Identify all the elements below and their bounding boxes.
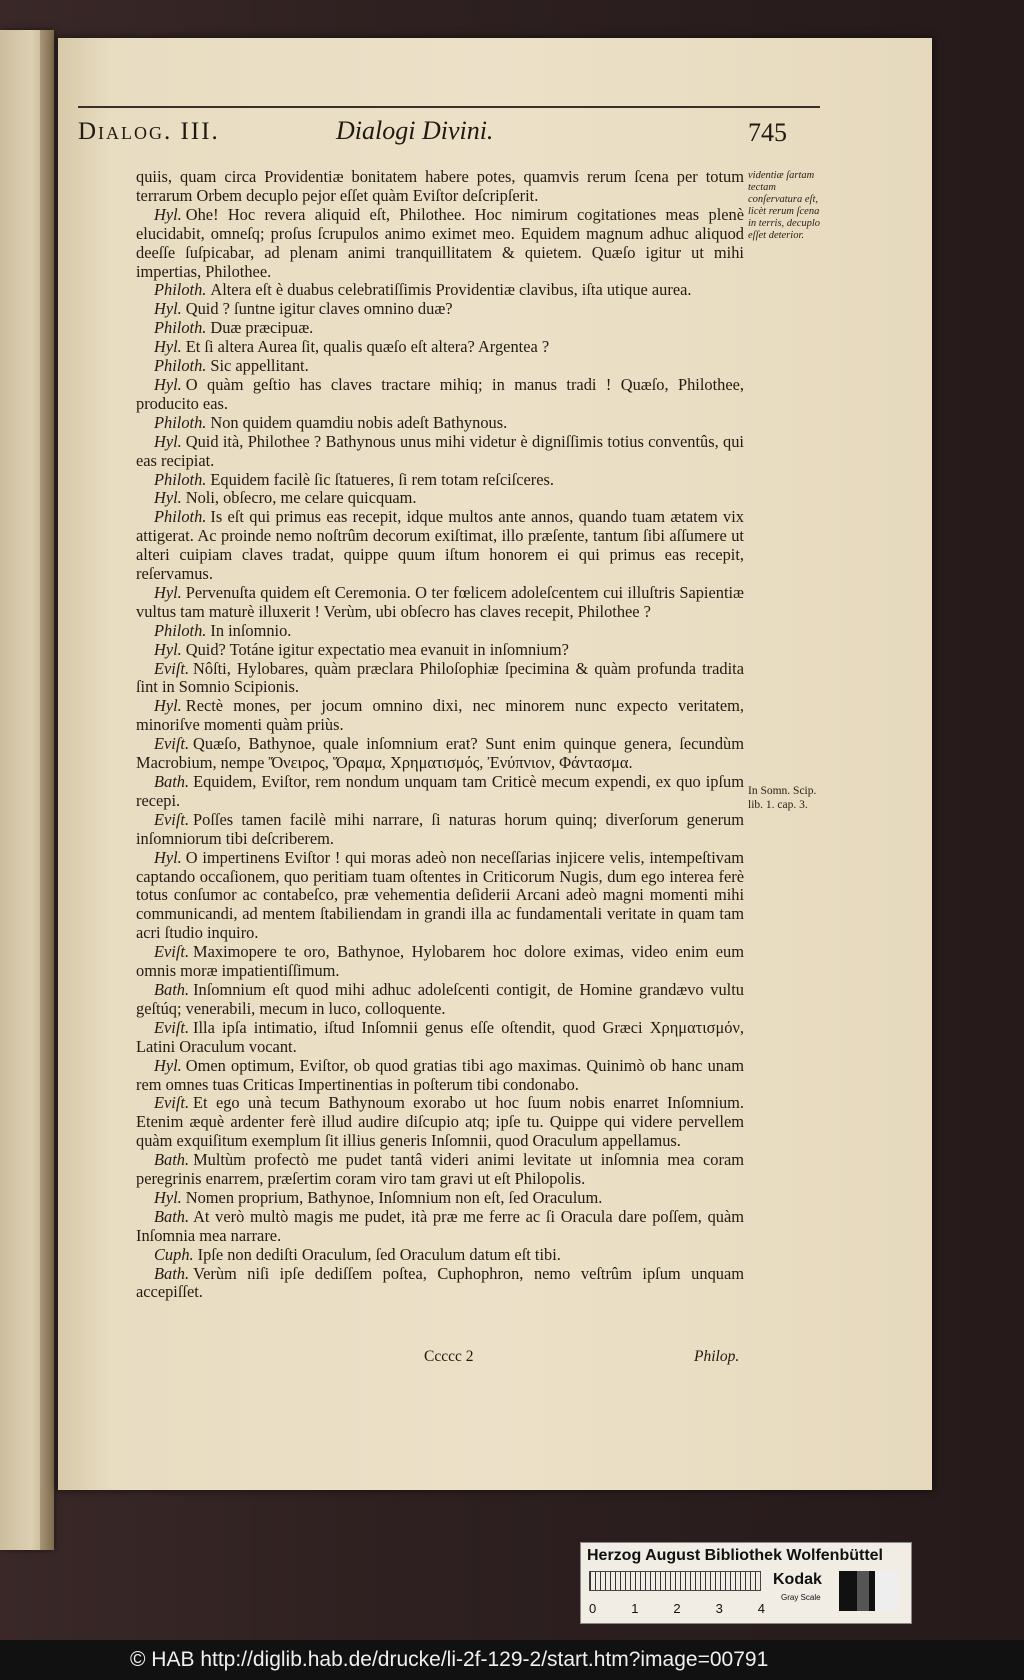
speaker-label: Philoth. (154, 318, 207, 338)
dialogue-paragraph (136, 943, 744, 981)
dialogue-paragraph (136, 1208, 744, 1246)
ruler-numbers (589, 1601, 765, 1616)
dialogue-paragraph (136, 584, 744, 622)
kodak-brand: Kodak (773, 1571, 822, 1588)
dialogue-paragraph (136, 357, 744, 376)
speaker-label: Philoth. (154, 469, 207, 489)
speaker-label: Philoth. (154, 620, 207, 640)
speech-text: Nomen proprium, Bathynoe, Inſomnium non eſt, ſed Oraculum. (185, 1187, 603, 1207)
speech-text: O quàm geſtio has claves tractare mihiq; in manus tradi ! Quæſo, Philothee, producito eas. (136, 374, 744, 413)
speaker-label: Bath. (154, 979, 190, 999)
dialogue-paragraph (136, 622, 744, 641)
speech-text: Equidem facilè ſic ſtatueres, ſi rem totam reſciſceres. (210, 469, 554, 489)
speech-text: Ipſe non dediſti Oraculum, ſed Oraculum datum eſt tibi. (197, 1244, 561, 1264)
speech-text: Maximopere te oro, Bathynoe, Hylobarem hoc dolore eximas, video enim eum omnis moræ impatientiſſimum. (136, 942, 744, 981)
dialogue-text (136, 168, 744, 1302)
speaker-label: Hyl. (154, 1187, 182, 1207)
dialogue-paragraph (136, 319, 744, 338)
speech-text: Quid ? ſuntne igitur claves omnino duæ? (185, 299, 453, 319)
dialogue-paragraph (136, 206, 744, 282)
dialogue-paragraph (136, 1057, 744, 1095)
gray-scale-label: Gray Scale (781, 1593, 821, 1602)
gray-scale-patches (839, 1571, 899, 1611)
speaker-label: Eviſt. (154, 734, 190, 754)
signature-mark: Ccccc 2 (424, 1348, 474, 1365)
dialogue-paragraph (136, 660, 744, 698)
speaker-label: Philoth. (154, 507, 207, 527)
margin-note-top: videntiæ ſartam tectam conſervatura eſt, licèt rerum ſcena in terris, decuplo eſſet deterior. (748, 170, 821, 241)
speaker-label: Eviſt. (154, 658, 190, 678)
dialogue-paragraph (136, 338, 744, 357)
ruler-number: 0 (589, 1601, 597, 1616)
header-rule (78, 106, 820, 108)
book-gutter (40, 30, 54, 1550)
dialogue-paragraph (136, 508, 744, 584)
dialogue-paragraph (136, 1189, 744, 1208)
speech-text: Sic appellitant. (210, 356, 309, 376)
library-name: Herzog August Bibliothek Wolfenbüttel (587, 1547, 883, 1564)
speech-text: Ohe! Hoc revera aliquid eſt, Philothee. Hoc nimirum cogitationes meas plenè elucidabit, omneſq; proſus ſcrupulos animo eximet meo. Equidem magnum adhuc aliquod deeſſe ſuſpicabar, ad plenam animi tranquillitatem & quietem. Quæſo igitur ut mihi impertias, Philothee. (136, 204, 744, 281)
speech-text: Equidem, Eviſtor, rem nondum unquam tam Criticè mecum expendi, ex quo ipſum recepi. (136, 772, 744, 810)
speech-text: Et ſi altera Aurea ſit, qualis quæſo eſt altera? Argentea ? (185, 337, 550, 357)
dialogue-paragraph (136, 1151, 744, 1189)
speaker-label: Hyl. (154, 299, 182, 319)
dialogue-paragraph (136, 1094, 744, 1151)
speaker-label: Philoth. (154, 280, 207, 300)
speaker-label: Hyl. (154, 488, 182, 508)
speaker-label: Bath. (154, 1263, 190, 1283)
speech-text: O impertinens Eviſtor ! qui moras adeò non neceſſarias injicere velis, intempeſtivam captando occaſionem, quo peritiam tuam oſtentes in Criticorum Nugis, dum ego interea ferè totus conſumor ac contabeſco, præ vehementia deſiderii Arcani adeò magni momenti mihi communicandi, ad mentem ſtabiliendam in grandi illa ac fundamentali veritate in quam tam acri ſtudio inquiro. (136, 847, 744, 943)
header-dialog-number: Dialog. III. (78, 118, 220, 145)
catchword: Philop. (694, 1348, 740, 1365)
dialogue-paragraph (136, 489, 744, 508)
dialogue-paragraph (136, 773, 744, 811)
speech-text: Verùm niſi ipſe dediſſem poſtea, Cuphophron, nemo veſtrûm ipſum unquam accepiſſet. (136, 1263, 744, 1302)
speaker-label: Hyl. (154, 696, 182, 716)
copyright-link[interactable]: © HAB http://diglib.hab.de/drucke/li-2f-129-2/start.htm?image=00791 (130, 1648, 769, 1671)
library-color-card (580, 1542, 912, 1624)
speaker-label: Cuph. (154, 1244, 194, 1264)
speech-text: Nôſti, Hylobares, quàm præclara Philoſophiæ ſpecimina & quàm profunda tradita ſint in Somnio Scipionis. (136, 658, 744, 697)
dialogue-paragraph (136, 981, 744, 1019)
speaker-label: Philoth. (154, 412, 207, 432)
speech-text: Duæ præcipuæ. (210, 318, 314, 338)
dialogue-paragraph (136, 735, 744, 773)
dialogue-paragraph (136, 811, 744, 849)
speech-text: Is eſt qui primus eas recepit, idque multos ante annos, quando tuam ætatem vix attigerat. Ac proinde nemo noſtrûm decorum exiſtimat, illo præſente, tantum ſibi aſſumere ut alteri cuipiam claves tradat, quippe quum iſtum honorem ei qui primus eas recepit, reſervamus. (136, 507, 744, 584)
speaker-label: Hyl. (154, 1055, 182, 1075)
ruler-number: 2 (673, 1601, 681, 1616)
dialogue-paragraph (136, 849, 744, 944)
speech-text: Inſomnium eſt quod mihi adhuc adoleſcenti contigit, de Homine grandævo vultu geſtúq; venerabili, mecum in luco, colloquente. (136, 979, 744, 1018)
speaker-label: Bath. (154, 772, 190, 791)
dialogue-paragraph (136, 1246, 744, 1265)
speech-text: quiis, quam circa Providentiæ bonitatem habere potes, quamvis rerum ſcena per totum terrarum Orbem decuplo pejor eſſet quàm Eviſtor deſcripſerit. (136, 167, 744, 205)
speaker-label: Philoth. (154, 356, 207, 376)
dialogue-paragraph (136, 433, 744, 471)
margin-note-macrobius: In Somn. Scip. lib. 1. cap. 3. (748, 785, 817, 811)
header-title: Dialogi Divini. (336, 116, 494, 145)
speaker-label: Hyl. (154, 431, 182, 451)
dialogue-paragraph (136, 1265, 744, 1303)
ruler-number: 1 (631, 1601, 639, 1616)
speaker-label: Hyl. (154, 847, 182, 867)
speech-text: Quid ità, Philothee ? Bathynous unus mihi videtur è digniſſimis totius conventûs, qui eas recipiat. (136, 431, 744, 470)
speech-text: In inſomnio. (210, 620, 292, 640)
dialogue-paragraph (136, 414, 744, 433)
speech-text: Altera eſt è duabus celebratiſſimis Providentiæ clavibus, iſta utique aurea. (210, 280, 692, 300)
dialogue-paragraph (136, 641, 744, 660)
speech-text: Illa ipſa intimatio, iſtud Inſomnii genus eſſe oſtendit, quod Græci Χρηματισμόν, Latini Oraculum vocant. (136, 1017, 744, 1056)
speech-text: Quæſo, Bathynoe, quale inſomnium erat? Sunt enim quinque genera, ſecundùm Macrobium, nempe Ὄνειρος, Ὅραμα, Χρηματισμός, Ἐνύπνιον, Φάντασμα. (136, 734, 744, 773)
speaker-label: Eviſt. (154, 1093, 190, 1113)
ruler-number: 4 (757, 1601, 765, 1616)
speech-text: Non quidem quamdiu nobis adeſt Bathynous. (210, 412, 508, 432)
dialogue-paragraph (136, 376, 744, 414)
dialogue-paragraph (136, 1019, 744, 1057)
dialogue-paragraph (136, 471, 744, 490)
speaker-label: Eviſt. (154, 942, 190, 962)
ruler-scale (589, 1571, 761, 1591)
speaker-label: Hyl. (154, 374, 182, 394)
speech-text: At verò multò magis me pudet, ità præ me ferre ac ſi Oracula dare poſſem, quàm Inſomnia mea narrare. (136, 1206, 744, 1245)
page-number: 745 (748, 118, 787, 147)
running-header (78, 74, 820, 146)
speech-text: Noli, obſecro, me celare quicquam. (185, 488, 417, 508)
speaker-label: Bath. (154, 1206, 190, 1226)
speaker-label: Hyl. (154, 337, 182, 357)
dialogue-paragraph (136, 281, 744, 300)
speech-text: Quid? Totáne igitur expectatio mea evanuit in inſomnium? (185, 639, 569, 659)
dialogue-paragraph (136, 697, 744, 735)
speech-text: Pervenuſta quidem eſt Ceremonia. O ter fœlicem adoleſcentem cui illuſtris Sapientiæ vultus tam maturè illuxerit ! Verùm, ubi obſecro has claves recepit, Philothee ? (136, 582, 744, 621)
speech-text: Et ego unà tecum Bathynoum exorabo ut hoc ſuum nobis enarret Inſomnium. Etenim æquè ardenter ferè illud audire diſcupio atq; ipſe tu. Quippe qui videre pervellem quàm exquiſitum exemplum ſit illius generis Inſomnii, quod Oraculum appellamus. (136, 1093, 744, 1151)
dialogue-paragraph (136, 300, 744, 319)
speaker-label: Hyl. (154, 582, 182, 602)
ruler-number: 3 (715, 1601, 723, 1616)
speech-text: Omen optimum, Eviſtor, ob quod gratias tibi ago maximas. Quinimò ob hanc unam rem omnes tuas Criticas Impertinentias in poſterum tibi condonabo. (136, 1055, 744, 1094)
dialogue-paragraph (136, 168, 744, 206)
speaker-label: Bath. (154, 1150, 190, 1170)
speaker-label: Eviſt. (154, 1017, 190, 1037)
speaker-label: Eviſt. (154, 809, 190, 829)
speech-text: Multùm profectò me pudet tantâ videri animi levitate ut inſomnia mea coram peregrinis enarrem, præſertim coram viro tam gravi ut eſt Philopolis. (136, 1150, 744, 1189)
speech-text: Rectè mones, per jocum omnino dixi, nec minorem nunc expecto veritatem, minoriſve momenti quàm priùs. (136, 696, 744, 735)
speaker-label: Hyl. (154, 204, 182, 224)
speech-text: Poſſes tamen facilè mihi narrare, ſi naturas horum quinq; diverſorum generum inſomniorum tibi deſcriberem. (136, 809, 744, 848)
speaker-label: Hyl. (154, 639, 182, 659)
